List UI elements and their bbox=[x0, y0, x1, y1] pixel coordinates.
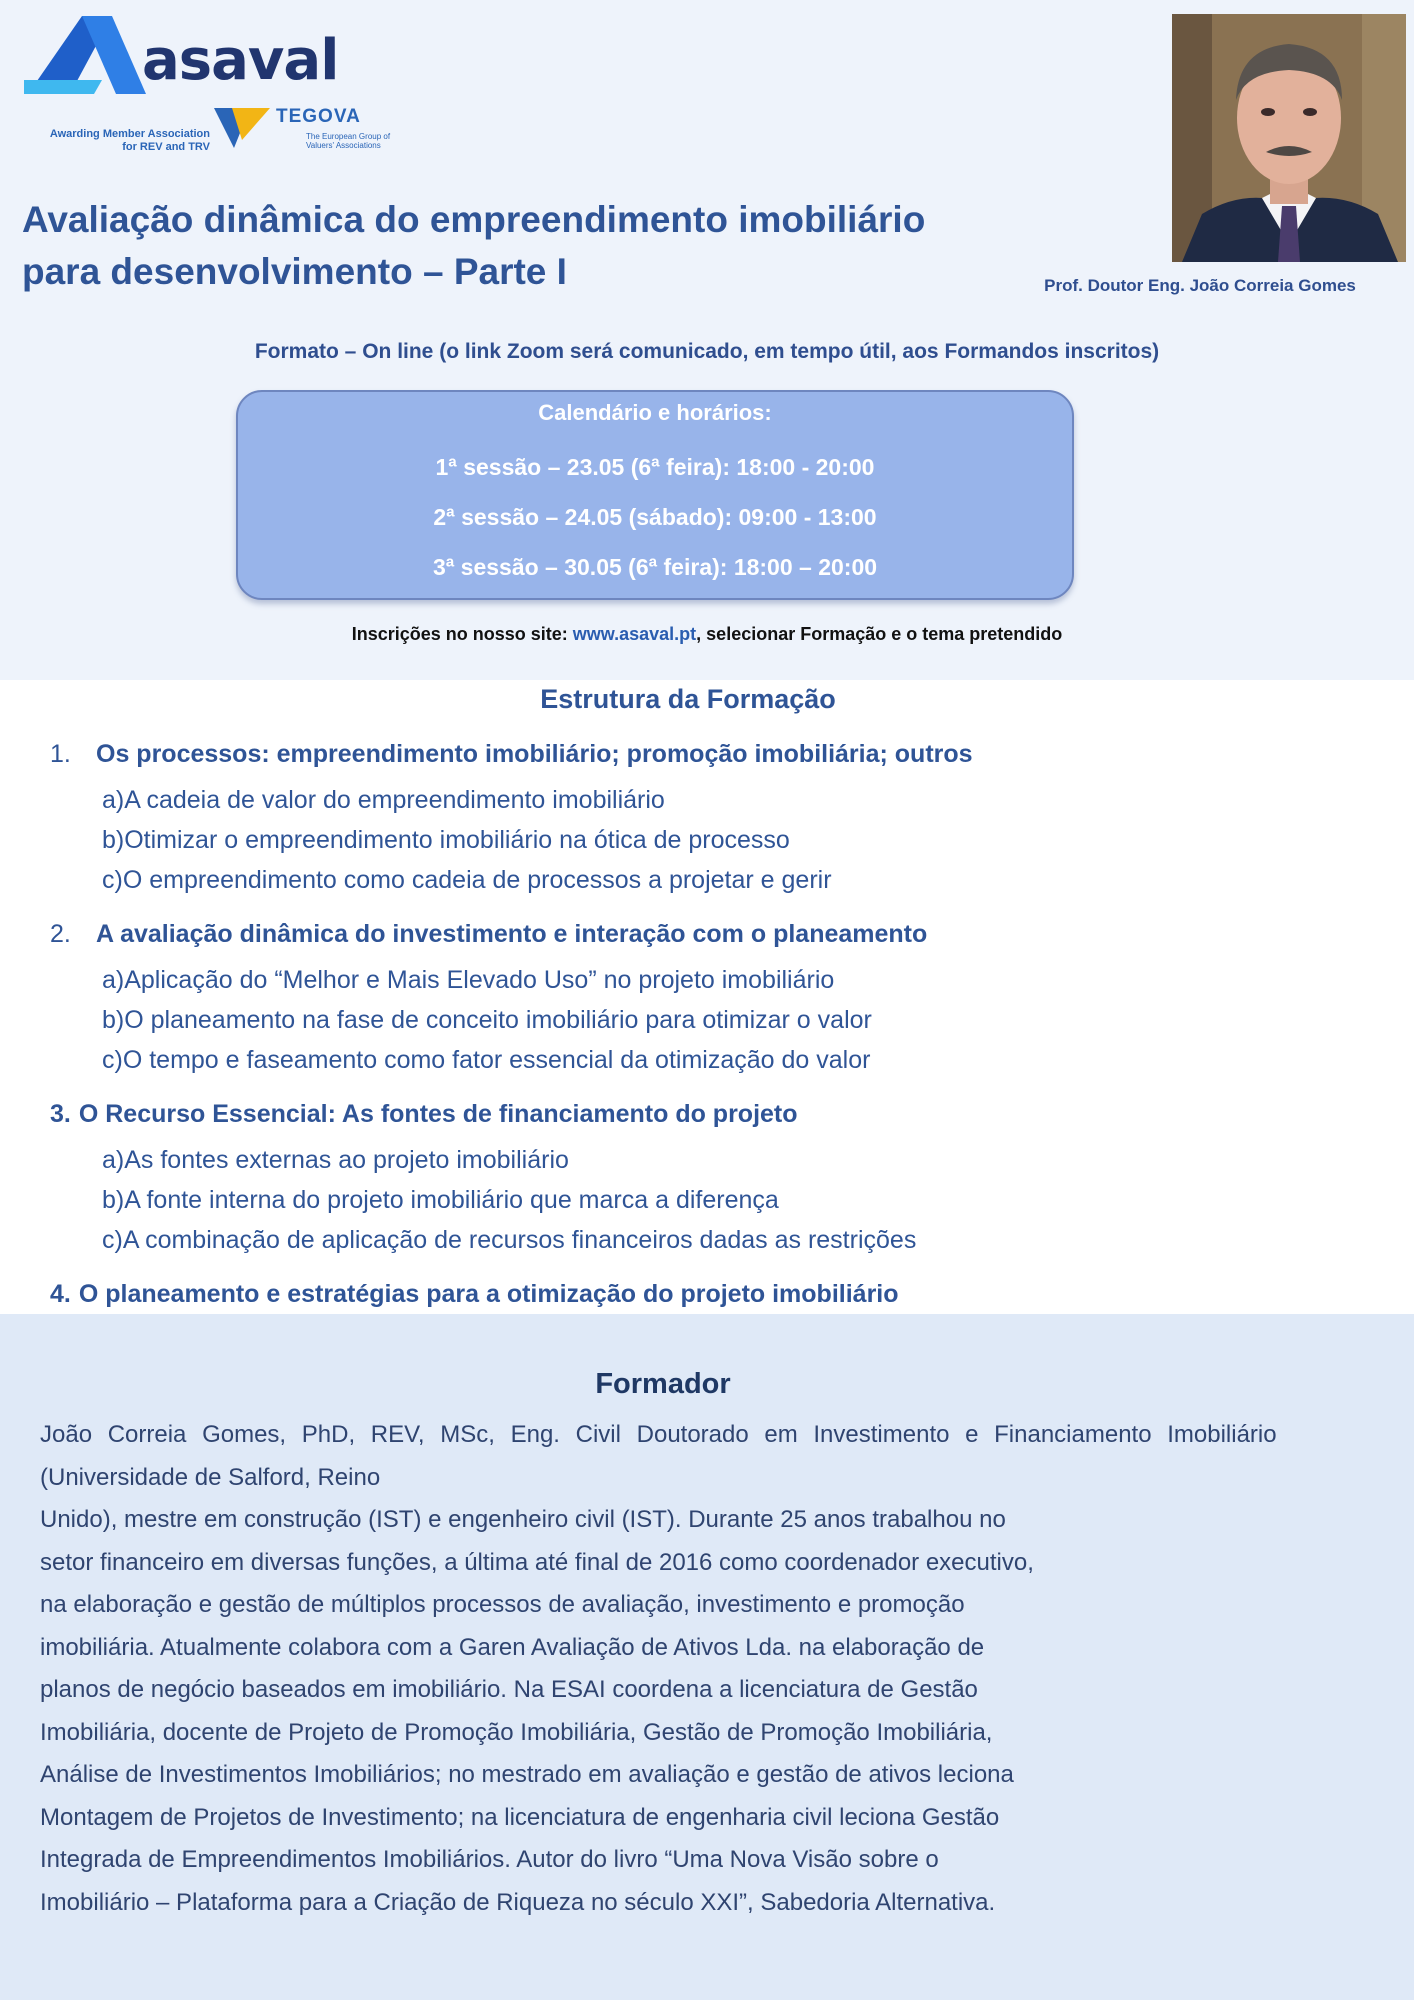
bio-line: João Correia Gomes, PhD, REV, MSc, Eng. Civil Doutorado em Investimento e Financiamento Imobiliário bbox=[40, 1421, 1277, 1448]
asaval-logo bbox=[24, 14, 391, 154]
registration-line bbox=[0, 624, 1414, 645]
formador-title: Formador bbox=[595, 1368, 731, 1400]
module-1-item-a: a)A cadeia de valor do empreendimento imobiliário bbox=[102, 786, 665, 814]
module-3-item-c: c)A combinação de aplicação de recursos financeiros dadas as restrições bbox=[102, 1226, 917, 1254]
bio-line: Integrada de Empreendimentos Imobiliários. Autor do livro “Uma Nova Visão sobre o bbox=[40, 1846, 939, 1873]
bio-line: Imobiliária, docente de Projeto de Promoção Imobiliária, Gestão de Promoção Imobiliária, bbox=[40, 1718, 993, 1746]
page-title bbox=[22, 194, 1022, 298]
bio-line: Montagem de Projetos de Investimento; na licenciatura de engenharia civil leciona Gestão bbox=[40, 1803, 1000, 1831]
module-number: 3. bbox=[50, 1100, 71, 1128]
instructor-caption: Prof. Doutor Eng. João Correia Gomes bbox=[1044, 276, 1356, 295]
module-number: 1. bbox=[50, 740, 71, 768]
module-number: 4. bbox=[50, 1280, 71, 1308]
module-1-item-c: c)O empreendimento como cadeia de processos a projetar e gerir bbox=[102, 866, 832, 894]
schedule-session-1: 1ª sessão – 23.05 (6ª feira): 18:00 - 20:00 bbox=[435, 454, 875, 480]
module-2-item-a: a)Aplicação do “Melhor e Mais Elevado Uso” no projeto imobiliário bbox=[102, 966, 835, 994]
module-1-item-b: b)Otimizar o empreendimento imobiliário na ótica de processo bbox=[102, 826, 790, 854]
asaval-wordmark: asaval bbox=[142, 28, 339, 93]
schedule-session-2: 2ª sessão – 24.05 (sábado): 09:00 - 13:00 bbox=[433, 504, 877, 530]
format-line: Formato – On line (o link Zoom será comunicado, em tempo útil, aos Formandos inscritos) bbox=[254, 340, 1160, 363]
module-3-item-b: b)A fonte interna do projeto imobiliário que marca a diferença bbox=[102, 1186, 779, 1214]
schedule-title: Calendário e horários: bbox=[538, 400, 772, 425]
asaval-subtitle: Awarding Member Association for REV and TRV bbox=[49, 128, 210, 153]
bio-line: planos de negócio baseados em imobiliário. Na ESAI coordena a licenciatura de Gestão bbox=[40, 1676, 978, 1703]
bio-line: Imobiliário – Plataforma para a Criação de Riqueza no século XXI”, Sabedoria Alternativa. bbox=[40, 1888, 996, 1916]
module-4-title bbox=[50, 1280, 899, 1309]
registration-suffix: , selecionar Formação e o tema pretendido bbox=[696, 624, 1063, 644]
module-title-text: Os processos: empreendimento imobiliário; promoção imobiliária; outros bbox=[96, 740, 973, 768]
schedule-session-3: 3ª sessão – 30.05 (6ª feira): 18:00 – 20:00 bbox=[432, 554, 878, 580]
module-2-title bbox=[50, 920, 927, 949]
tegova-subtitle: The European Group of Valuers' Associations bbox=[306, 132, 391, 150]
structure-title: Estrutura da Formação bbox=[540, 684, 836, 714]
module-2-item-b: b)O planeamento na fase de conceito imobiliário para otimizar o valor bbox=[102, 1006, 872, 1034]
tegova-logo-mark-icon bbox=[214, 106, 270, 150]
formador-bio bbox=[40, 1414, 1414, 1924]
bio-line: na elaboração e gestão de múltiplos processos de avaliação, investimento e promoção bbox=[40, 1591, 965, 1618]
registration-prefix: Inscrições no nosso site: bbox=[351, 624, 573, 644]
module-1-title bbox=[50, 740, 973, 769]
module-3-title bbox=[50, 1100, 798, 1129]
tegova-wordmark: TEGOVA bbox=[276, 106, 361, 127]
bio-line: Unido), mestre em construção (IST) e engenheiro civil (IST). Durante 25 anos trabalhou no bbox=[40, 1506, 1006, 1533]
schedule-box bbox=[236, 390, 1074, 600]
page-title-line-2: para desenvolvimento – Parte I bbox=[22, 251, 567, 292]
page-title-line-1: Avaliação dinâmica do empreendimento imobiliário bbox=[22, 199, 926, 240]
instructor-photo bbox=[1172, 14, 1406, 262]
bio-line: imobiliária. Atualmente colabora com a Garen Avaliação de Ativos Lda. na elaboração de bbox=[40, 1633, 985, 1661]
bio-line: (Universidade de Salford, Reino bbox=[40, 1463, 381, 1491]
module-3-item-a: a)As fontes externas ao projeto imobiliário bbox=[102, 1146, 569, 1174]
registration-link[interactable]: www.asaval.pt bbox=[572, 624, 697, 644]
asaval-logo-mark-icon bbox=[24, 14, 148, 98]
bio-line: setor financeiro em diversas funções, a última até final de 2016 como coordenador executivo, bbox=[40, 1548, 1034, 1576]
module-title-text: O Recurso Essencial: As fontes de financiamento do projeto bbox=[78, 1100, 798, 1128]
module-number: 2. bbox=[50, 920, 71, 948]
module-2-item-c: c)O tempo e faseamento como fator essencial da otimização do valor bbox=[102, 1046, 871, 1074]
module-title-text: O planeamento e estratégias para a otimização do projeto imobiliário bbox=[78, 1280, 899, 1308]
bio-line: Análise de Investimentos Imobiliários; no mestrado em avaliação e gestão de ativos leciona bbox=[40, 1761, 1014, 1788]
module-title-text: A avaliação dinâmica do investimento e interação com o planeamento bbox=[96, 920, 928, 948]
